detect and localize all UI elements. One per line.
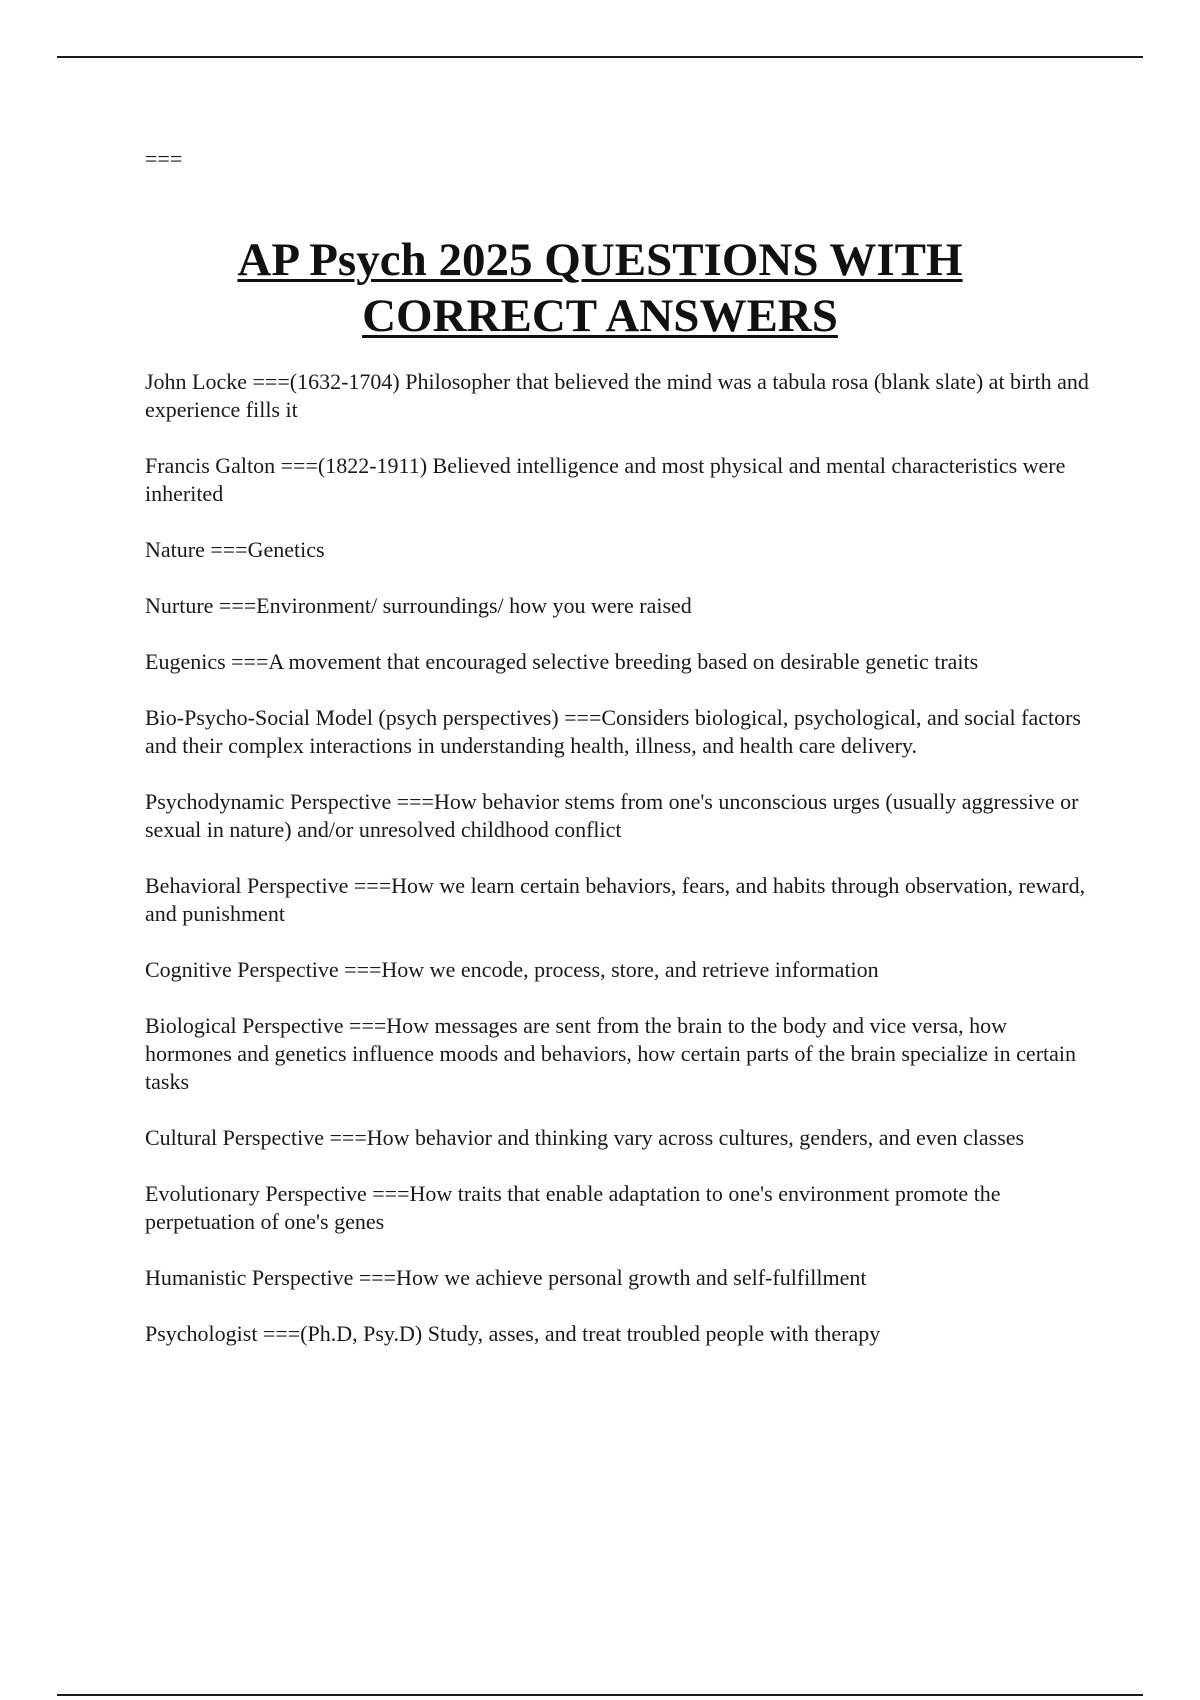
flashcard-entry-bio-psycho-social: Bio-Psycho-Social Model (psych perspectives) ===Considers biological, psychological, and social factors and their complex interactions in understanding health, illness, and health care delivery.	[145, 705, 1081, 758]
flashcard-entry-eugenics: Eugenics ===A movement that encouraged selective breeding based on desirable genetic traits	[145, 649, 979, 674]
flashcard-entry-francis-galton: Francis Galton ===(1822-1911) Believed intelligence and most physical and mental characteristics were inherited	[145, 453, 1066, 506]
page-title	[100, 232, 1100, 344]
flashcard-entry-behavioral: Behavioral Perspective ===How we learn certain behaviors, fears, and habits through observation, reward, and punishment	[145, 873, 1086, 926]
bottom-divider	[57, 1694, 1143, 1696]
flashcard-entry-psychologist: Psychologist ===(Ph.D, Psy.D) Study, asses, and treat troubled people with therapy	[145, 1321, 881, 1346]
flashcard-list	[145, 368, 1095, 1376]
flashcard-entry-cultural: Cultural Perspective ===How behavior and thinking vary across cultures, genders, and even classes	[145, 1125, 1025, 1150]
top-divider	[57, 56, 1143, 58]
flashcard-entry-humanistic: Humanistic Perspective ===How we achieve personal growth and self-fulfillment	[145, 1265, 867, 1290]
flashcard-entry-biological: Biological Perspective ===How messages are sent from the brain to the body and vice versa, how hormones and genetics influence moods and behaviors, how certain parts of the brain specialize in certain tasks	[145, 1013, 1077, 1094]
flashcard-entry-cognitive: Cognitive Perspective ===How we encode, process, store, and retrieve information	[145, 957, 879, 982]
title-line-2: CORRECT ANSWERS	[362, 290, 838, 342]
flashcard-entry-nature: Nature ===Genetics	[145, 537, 325, 562]
title-line-1: AP Psych 2025 QUESTIONS WITH	[237, 234, 963, 286]
flashcard-entry-evolutionary: Evolutionary Perspective ===How traits that enable adaptation to one's environment promote the perpetuation of one's genes	[145, 1181, 1001, 1234]
flashcard-entry-nurture: Nurture ===Environment/ surroundings/ how you were raised	[145, 593, 692, 618]
flashcard-entry-john-locke: John Locke ===(1632-1704) Philosopher that believed the mind was a tabula rosa (blank slate) at birth and experience fills it	[145, 369, 1089, 422]
flashcard-entry-psychodynamic: Psychodynamic Perspective ===How behavior stems from one's unconscious urges (usually aggressive or sexual in nature) and/or unresolved childhood conflict	[145, 789, 1079, 842]
section-marker: ===	[145, 146, 183, 171]
